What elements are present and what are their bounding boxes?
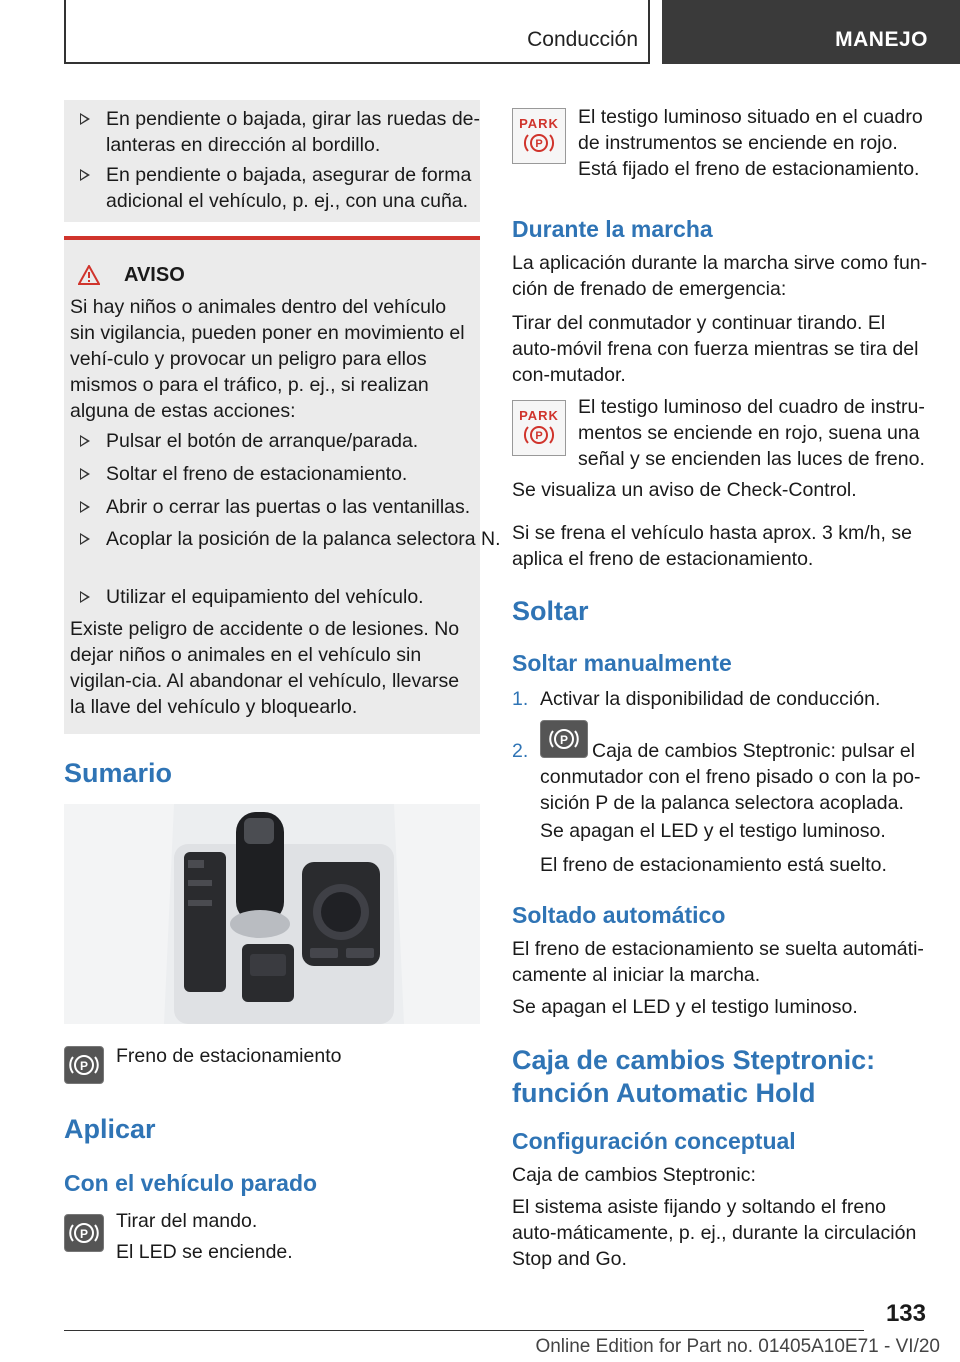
step-2-text: Caja de cambios Steptronic: pulsar el conmutador con el freno pisado o con la po-sición P de la palanca selectora acoplada.	[540, 740, 921, 814]
photo-caption: Freno de estacionamiento	[116, 1045, 342, 1067]
parado-line-2: El LED se enciende.	[116, 1241, 293, 1263]
warning-triangle-icon	[78, 265, 100, 285]
marcha-paragraph-3: Se visualiza un aviso de Check-Control.	[512, 479, 857, 501]
step-2-result-b: El freno de estacionamiento está suelto.	[540, 854, 887, 876]
list-item: Acoplar la posición de la palanca selectora N.	[64, 526, 506, 552]
step-number: 2.	[512, 740, 529, 762]
subsection-title-marcha: Durante la marcha	[512, 216, 713, 242]
marcha-paragraph-4: Si se frena el vehículo hasta aprox. 3 km/h, se aplica el freno de estacionamiento.	[512, 522, 912, 570]
svg-text:P: P	[79, 1059, 89, 1073]
continuation-panel	[64, 100, 480, 222]
gear-console-illustration	[64, 804, 480, 1024]
warning-outro: Existe peligro de accidente o de lesiones. No dejar niños o animales en el vehículo sin vigilan-cia. Al abandonar el vehículo, llevarse la llave del vehículo y bloquearlo.	[70, 618, 460, 718]
footer-rule	[64, 1330, 864, 1331]
warning-intro: Si hay niños o animales dentro del vehículo sin vigilancia, pueden poner en movimiento el vehí-culo y provocar un peligro para ellos mismos o para el tráfico, p. ej., si realizan alguna de estas acciones:	[70, 296, 465, 422]
subsection-title-parado: Con el vehículo parado	[64, 1170, 318, 1196]
park-text-2: El testigo luminoso del cuadro de instru-mentos se enciende en rojo, suena una señal y se encienden las luces de freno.	[578, 396, 925, 470]
header-section: Conducción	[527, 28, 638, 51]
header-chapter-label: MANEJO	[835, 28, 928, 51]
auto-paragraph-1: El freno de estacionamiento se suelta automáti-camente al iniciar la marcha.	[512, 938, 924, 986]
section-title-hold: Caja de cambios Steptronic: función Automatic Hold	[512, 1045, 876, 1108]
park-warning-light-icon: PARK P	[512, 108, 566, 164]
warning-title: AVISO	[124, 263, 185, 286]
footer-edition: Online Edition for Part no. 01405A10E71 - VI/20	[535, 1336, 940, 1357]
triangle-bullet-icon	[80, 169, 90, 181]
list-item: Pulsar el botón de arranque/parada.	[64, 428, 506, 454]
triangle-bullet-icon	[80, 435, 90, 447]
subsection-title-auto: Soltado automático	[512, 902, 726, 928]
triangle-bullet-icon	[80, 533, 90, 545]
subsection-title-manual: Soltar manualmente	[512, 650, 732, 676]
console-photo	[64, 804, 480, 1024]
list-item: Abrir o cerrar las puertas o las ventanillas.	[64, 494, 506, 520]
section-title-soltar: Soltar	[512, 596, 589, 626]
svg-text:P: P	[535, 138, 543, 150]
svg-text:P: P	[79, 1227, 89, 1241]
section-title-sumario: Sumario	[64, 758, 173, 788]
subsection-title-concept: Configuración conceptual	[512, 1128, 796, 1154]
header-chapter-tab	[662, 0, 960, 64]
list-item: En pendiente o bajada, girar las ruedas de-lanteras en dirección al bordillo.	[64, 106, 506, 158]
triangle-bullet-icon	[80, 468, 90, 480]
list-item: Utilizar el equipamiento del vehículo.	[64, 584, 506, 610]
list-item: Soltar el freno de estacionamiento.	[64, 461, 506, 487]
marcha-paragraph-2: Tirar del conmutador y continuar tirando. El auto-móvil frena con fuerza mientras se tira del con-mutador.	[512, 312, 919, 386]
header-right-rule	[648, 0, 650, 64]
header-bottom-rule	[64, 62, 650, 64]
svg-text:P: P	[559, 733, 569, 747]
list-item: En pendiente o bajada, asegurar de forma adicional el vehículo, p. ej., con una cuña.	[64, 162, 506, 214]
step-number: 1.	[512, 688, 529, 710]
parking-brake-icon	[64, 1214, 104, 1252]
concept-paragraph-1: Caja de cambios Steptronic:	[512, 1164, 756, 1186]
parking-brake-icon	[64, 1046, 104, 1084]
park-warning-light-icon: PARK P	[512, 400, 566, 456]
list-item: 1. Activar la disponibilidad de conducción.	[512, 688, 881, 710]
page-number: 133	[885, 1300, 926, 1327]
park-text-1: El testigo luminoso situado en el cuadro de instrumentos se enciende en rojo. Está fijado el freno de estacionamiento.	[578, 106, 923, 180]
triangle-bullet-icon	[80, 591, 90, 603]
parado-line-1: Tirar del mando.	[116, 1210, 258, 1232]
warning-panel	[64, 240, 501, 734]
warning-header	[78, 262, 185, 288]
section-title-aplicar: Aplicar	[64, 1114, 156, 1144]
auto-paragraph-2: Se apagan el LED y el testigo luminoso.	[512, 996, 858, 1018]
svg-text:P: P	[535, 430, 543, 442]
triangle-bullet-icon	[80, 113, 90, 125]
header-left-rule	[64, 0, 66, 64]
step-2-result-a: Se apagan el LED y el testigo luminoso.	[540, 820, 886, 842]
concept-paragraph-2: El sistema asiste fijando y soltando el freno auto-máticamente, p. ej., durante la circulación Stop and Go.	[512, 1196, 917, 1270]
triangle-bullet-icon	[80, 501, 90, 513]
marcha-paragraph-1: La aplicación durante la marcha sirve como fun-ción de frenado de emergencia:	[512, 252, 928, 300]
